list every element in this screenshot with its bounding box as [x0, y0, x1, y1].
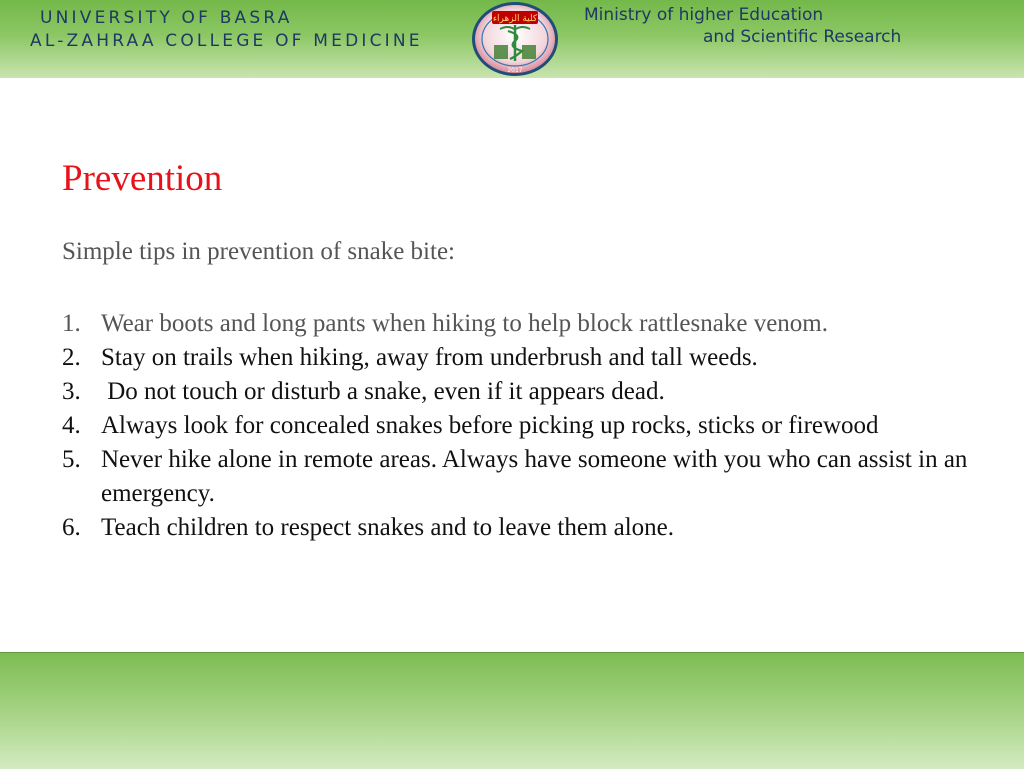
logo-building-left	[494, 45, 508, 59]
footer-banner	[0, 652, 1024, 769]
list-item-text: Stay on trails when hiking, away from underbrush and tall weeds.	[101, 344, 758, 371]
list-item-text: Do not touch or disturb a snake, even if it appears dead.	[101, 378, 665, 405]
list-item-text: Always look for concealed snakes before picking up rocks, sticks or firewood	[101, 412, 879, 439]
list-item-text: Teach children to respect snakes and to leave them alone.	[101, 514, 675, 541]
list-item-text: Wear boots and long pants when hiking to help block rattlesnake venom.	[101, 310, 828, 337]
header-banner	[0, 0, 1024, 78]
prevention-tips-list	[62, 307, 982, 545]
logo-text: كلية الزهراء	[492, 14, 538, 24]
list-item-number: 1.	[62, 310, 81, 337]
list-item-number: 6.	[62, 514, 81, 541]
list-item-number: 5.	[62, 446, 81, 473]
list-item-number: 2.	[62, 344, 81, 371]
ministry-line-2: and Scientific Research	[703, 27, 902, 47]
list-item	[62, 307, 982, 341]
slide-subtitle: Simple tips in prevention of snake bite:	[62, 238, 455, 265]
list-item-text: Never hike alone in remote areas. Always have someone with you who can assist in an emergency.	[101, 446, 968, 507]
ministry-line-1: Ministry of higher Education	[584, 5, 824, 25]
logo-building-right	[522, 45, 536, 59]
university-name: UNIVERSITY OF BASRA	[40, 8, 293, 28]
list-item	[62, 409, 982, 443]
list-item	[62, 341, 982, 375]
list-item	[62, 511, 982, 545]
list-item	[62, 443, 982, 511]
college-name: AL-ZAHRAA COLLEGE OF MEDICINE	[30, 31, 423, 51]
logo-year: 2017	[507, 67, 523, 74]
slide-title: Prevention	[62, 158, 223, 199]
list-item	[62, 375, 982, 409]
list-item-number: 3.	[62, 378, 81, 405]
college-logo	[470, 1, 560, 77]
list-item-number: 4.	[62, 412, 81, 439]
